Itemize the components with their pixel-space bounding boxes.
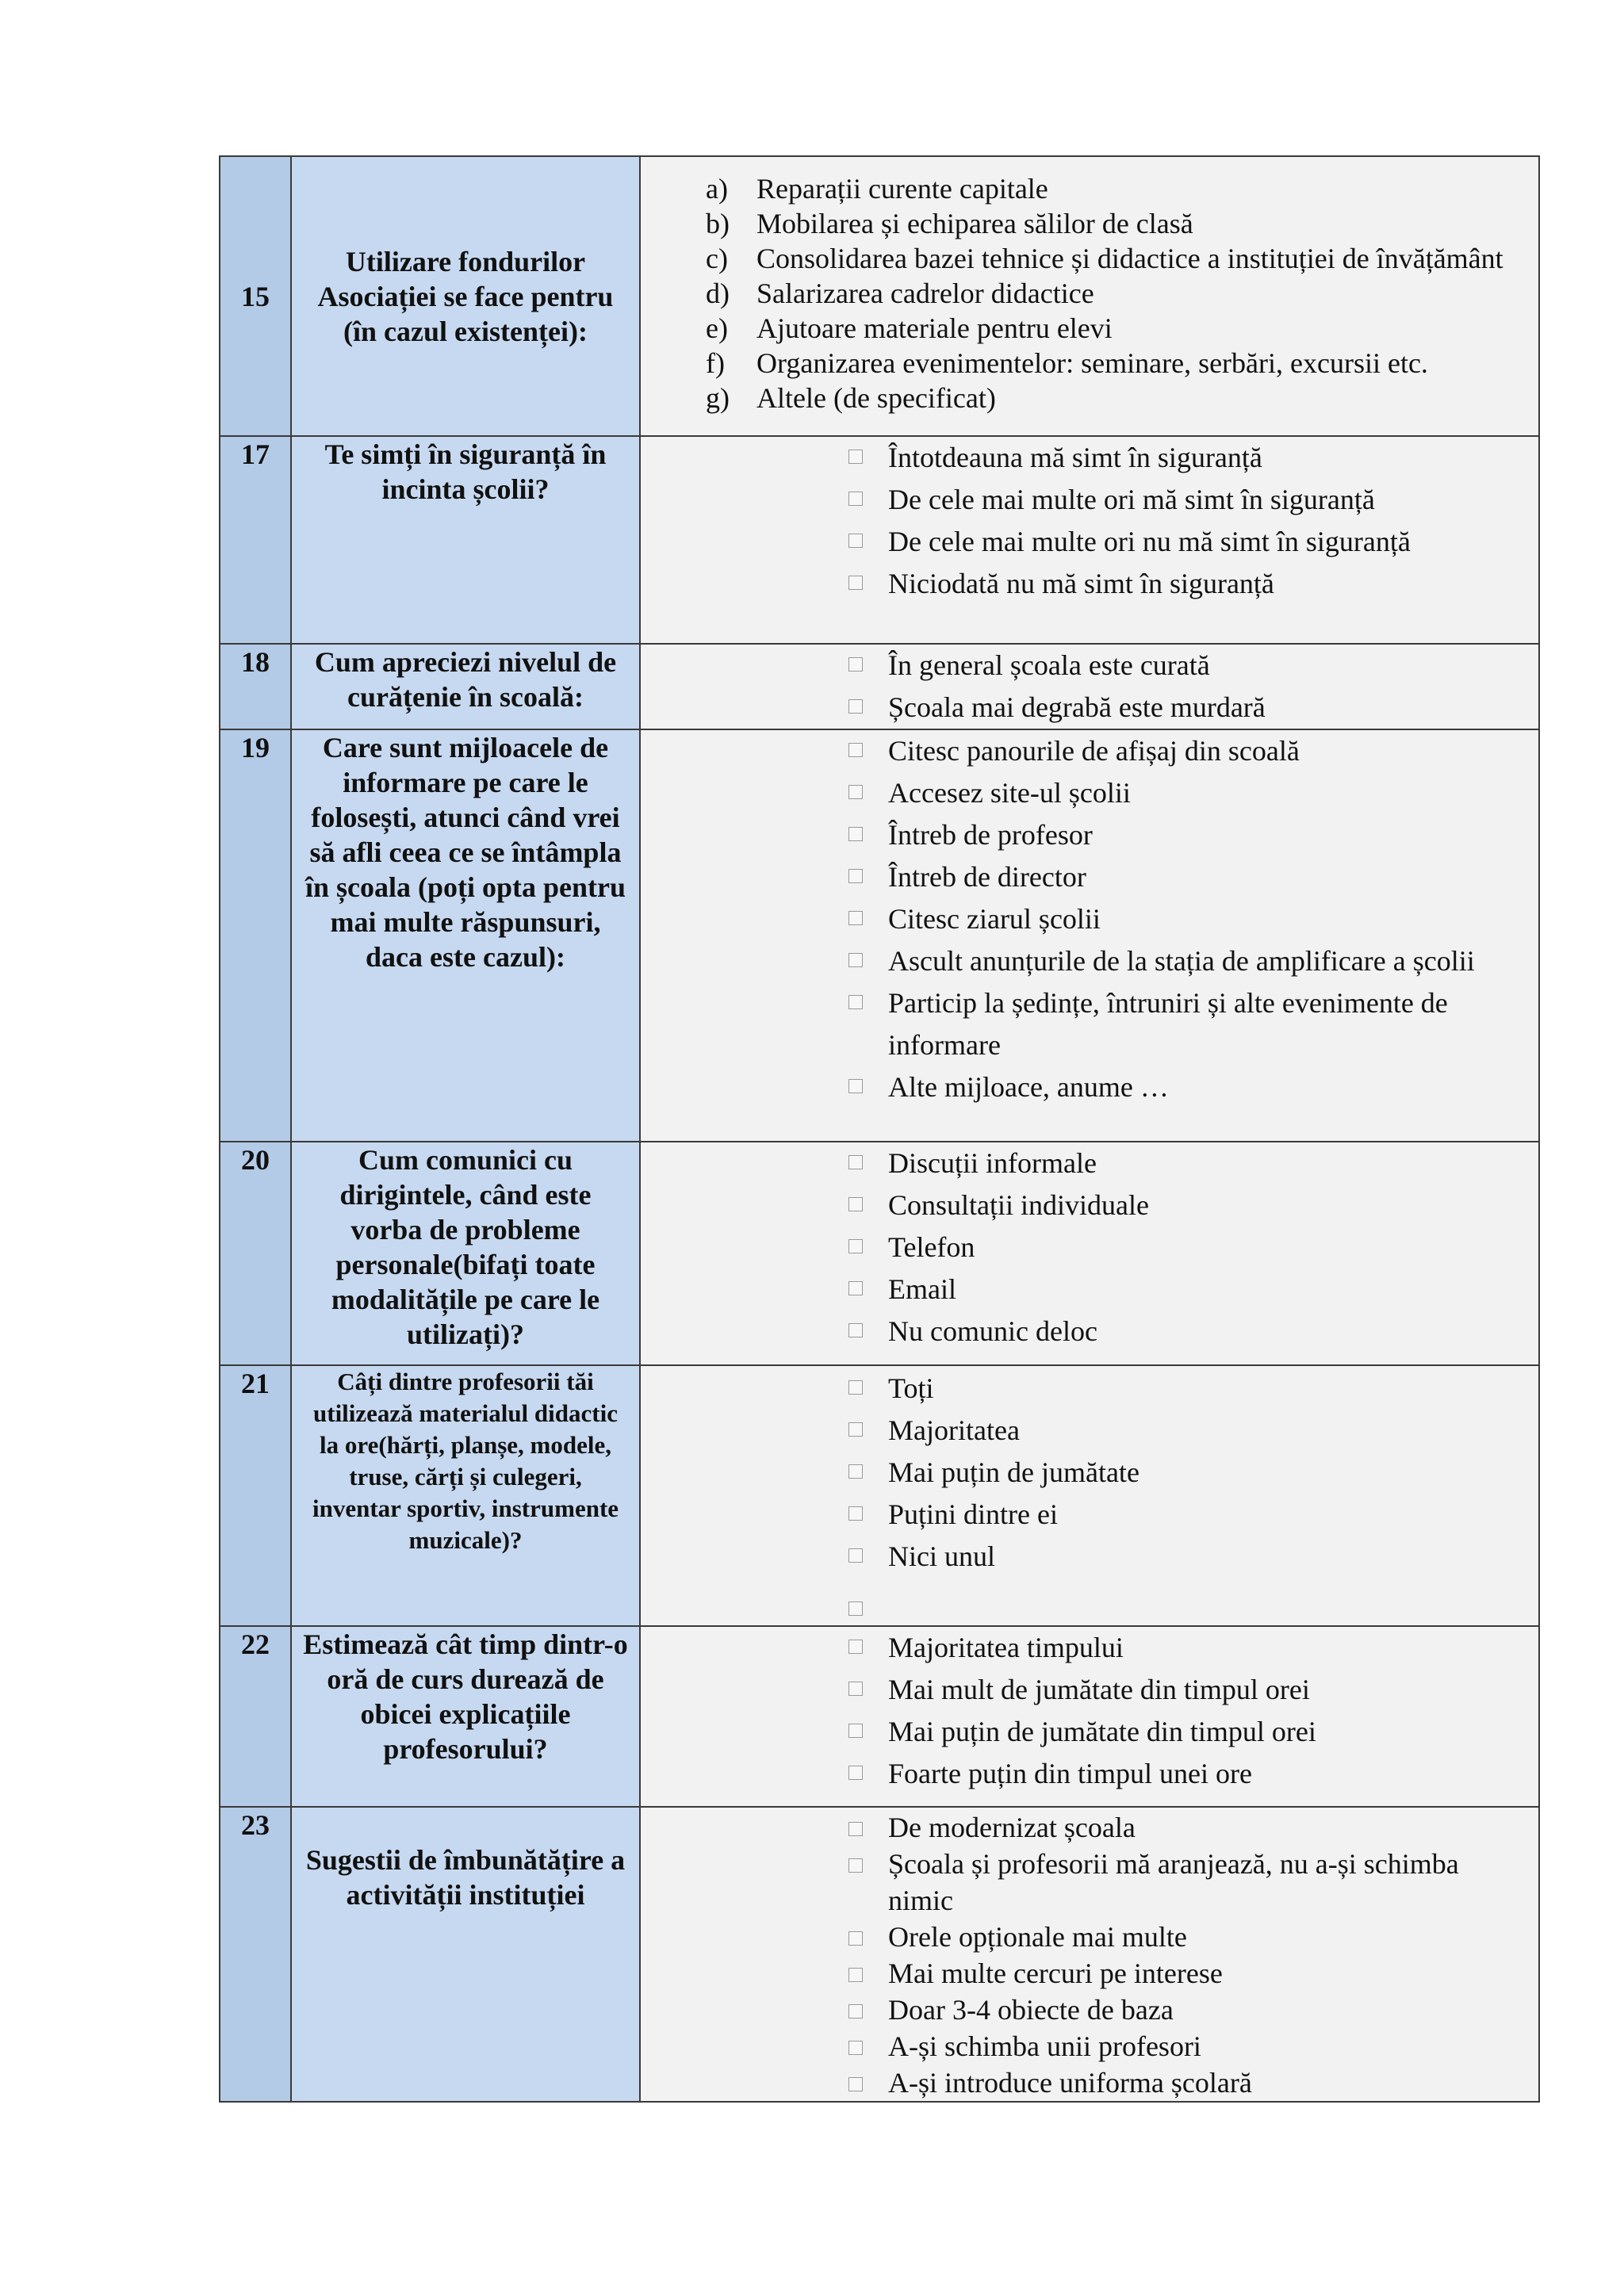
question-number: 15 xyxy=(220,156,291,436)
checkbox[interactable] xyxy=(848,1239,863,1253)
option-label: Mai multe cercuri pe interese xyxy=(888,1957,1223,1989)
checkbox[interactable] xyxy=(848,869,863,883)
option-item[interactable] xyxy=(641,1589,1538,1616)
option-marker: d) xyxy=(706,277,730,309)
option-item[interactable] xyxy=(641,1536,1538,1578)
checkbox[interactable] xyxy=(848,1079,863,1093)
checkbox[interactable] xyxy=(848,1601,863,1616)
option-label: Consultații individuale xyxy=(888,1189,1149,1221)
checkbox[interactable] xyxy=(848,743,863,757)
option-item[interactable] xyxy=(641,437,1538,479)
checkbox[interactable] xyxy=(848,1968,863,1982)
option-label: Întotdeauna mă simt în siguranță xyxy=(888,442,1262,473)
checkbox-option-list xyxy=(641,1142,1538,1353)
option-item[interactable] xyxy=(641,645,1538,687)
option-item xyxy=(641,241,1538,276)
checkbox[interactable] xyxy=(848,1858,863,1873)
option-label: Accesez site-ul școlii xyxy=(888,777,1131,809)
option-item[interactable] xyxy=(641,1269,1538,1311)
option-item[interactable] xyxy=(641,1809,1538,1846)
question-row-19 xyxy=(220,729,1539,1142)
option-item[interactable] xyxy=(641,1184,1538,1226)
option-label: Mai mult de jumătate din timpul orei xyxy=(888,1674,1310,1705)
checkbox[interactable] xyxy=(848,1548,863,1563)
checkbox[interactable] xyxy=(848,995,863,1009)
checkbox[interactable] xyxy=(848,911,863,925)
option-label: Discuții informale xyxy=(888,1147,1097,1179)
question-row-22 xyxy=(220,1626,1539,1807)
option-marker: c) xyxy=(706,243,728,274)
option-item[interactable] xyxy=(641,563,1538,605)
question-number: 23 xyxy=(220,1807,291,2102)
option-label: Alte mijloace, anume … xyxy=(888,1071,1169,1103)
checkbox[interactable] xyxy=(848,576,863,590)
checkbox-option-list xyxy=(641,730,1538,1108)
option-label: Nu comunic deloc xyxy=(888,1315,1097,1347)
option-item[interactable] xyxy=(641,1368,1538,1410)
checkbox[interactable] xyxy=(848,1197,863,1211)
option-item[interactable] xyxy=(641,521,1538,563)
option-label: Email xyxy=(888,1273,956,1305)
option-label: Organizarea evenimentelor: seminare, serbări, excursii etc. xyxy=(756,347,1428,379)
checkbox[interactable] xyxy=(848,1640,863,1654)
checkbox-option-list xyxy=(641,1627,1538,1795)
question-text: Sugestii de îmbunătățire a activității instituției xyxy=(291,1807,640,2102)
option-label: Altele (de specificat) xyxy=(756,382,996,414)
option-label: Salarizarea cadrelor didactice xyxy=(756,277,1094,309)
option-marker: f) xyxy=(706,347,725,379)
checkbox[interactable] xyxy=(848,450,863,464)
checkbox[interactable] xyxy=(848,1422,863,1437)
question-number: 21 xyxy=(220,1365,291,1626)
option-item[interactable] xyxy=(641,814,1538,856)
option-label xyxy=(888,1589,1522,1616)
question-row-18 xyxy=(220,644,1539,729)
option-label: Ajutoare materiale pentru elevi xyxy=(756,312,1113,344)
option-label: Orele opționale mai multe xyxy=(888,1921,1187,1953)
question-text: Te simți în siguranță în incinta școlii? xyxy=(291,436,640,644)
option-item[interactable] xyxy=(641,730,1538,772)
checkbox[interactable] xyxy=(848,1380,863,1395)
option-item xyxy=(641,311,1538,346)
question-row-21 xyxy=(220,1365,1539,1626)
checkbox[interactable] xyxy=(848,1281,863,1295)
survey-table xyxy=(219,155,1540,2103)
checkbox[interactable] xyxy=(848,827,863,841)
option-item[interactable] xyxy=(641,1919,1538,1955)
checkbox[interactable] xyxy=(848,492,863,506)
checkbox[interactable] xyxy=(848,1682,863,1696)
option-label: Consolidarea bazei tehnice și didactice a instituției de învățământ xyxy=(756,243,1503,274)
question-row-20 xyxy=(220,1142,1539,1365)
option-label: Doar 3-4 obiecte de baza xyxy=(888,1994,1174,2026)
option-item[interactable] xyxy=(641,2064,1538,2101)
checkbox[interactable] xyxy=(848,785,863,799)
option-label: Telefon xyxy=(888,1231,975,1263)
option-label: Nici unul xyxy=(888,1540,995,1572)
option-item[interactable] xyxy=(641,1066,1538,1108)
option-item[interactable] xyxy=(641,856,1538,898)
option-marker: g) xyxy=(706,382,730,414)
option-item[interactable] xyxy=(641,687,1538,729)
question-row-15 xyxy=(220,156,1539,436)
options-cell xyxy=(640,1626,1539,1807)
checkbox[interactable] xyxy=(848,1506,863,1521)
option-label: Citesc panourile de afișaj din scoală xyxy=(888,735,1300,767)
checkbox-option-list xyxy=(641,1366,1538,1616)
option-label: Puțini dintre ei xyxy=(888,1498,1058,1530)
option-item xyxy=(641,206,1538,241)
checkbox[interactable] xyxy=(848,699,863,714)
option-item[interactable] xyxy=(641,940,1538,982)
option-item[interactable] xyxy=(641,1226,1538,1269)
option-label: Școala și profesorii mă aranjează, nu a-și schimba nimic xyxy=(888,1848,1459,1916)
options-cell xyxy=(640,1365,1539,1626)
checkbox[interactable] xyxy=(848,1323,863,1337)
option-item[interactable] xyxy=(641,1311,1538,1353)
option-item[interactable] xyxy=(641,898,1538,940)
option-item xyxy=(641,171,1538,206)
option-label: Școala mai degrabă este murdară xyxy=(888,691,1266,723)
option-item[interactable] xyxy=(641,1955,1538,1992)
option-item[interactable] xyxy=(641,479,1538,521)
question-number: 19 xyxy=(220,729,291,1142)
option-label: De modernizat școala xyxy=(888,1812,1136,1843)
option-label: Reparații curente capitale xyxy=(756,173,1048,205)
question-row-23 xyxy=(220,1807,1539,2102)
checkbox[interactable] xyxy=(848,1724,863,1738)
option-label: A-și introduce uniforma școlară xyxy=(888,2067,1252,2099)
option-marker: e) xyxy=(706,312,728,344)
option-item xyxy=(641,276,1538,311)
option-item[interactable] xyxy=(641,2028,1538,2064)
question-number: 20 xyxy=(220,1142,291,1365)
question-number: 22 xyxy=(220,1626,291,1807)
option-item[interactable] xyxy=(641,1846,1538,1919)
option-item[interactable] xyxy=(641,1452,1538,1494)
option-marker: b) xyxy=(706,208,730,239)
option-item[interactable] xyxy=(641,1711,1538,1753)
option-item[interactable] xyxy=(641,1494,1538,1536)
option-label: Întreb de profesor xyxy=(888,819,1093,851)
question-number: 18 xyxy=(220,644,291,729)
question-text: Cum apreciezi nivelul de curățenie în scoală: xyxy=(291,644,640,729)
option-label: Niciodată nu mă simt în siguranță xyxy=(888,568,1274,599)
option-item[interactable] xyxy=(641,772,1538,814)
options-cell xyxy=(640,1807,1539,2102)
options-cell xyxy=(640,729,1539,1142)
option-item[interactable] xyxy=(641,1142,1538,1184)
option-label: Ascult anunțurile de la stația de amplificare a școlii xyxy=(888,945,1475,977)
checkbox-option-list xyxy=(641,437,1538,605)
options-cell xyxy=(640,156,1539,436)
question-text: Cum comunici cu dirigintele, când este vorba de probleme personale(bifați toate modalitățile pe care le utilizați)? xyxy=(291,1142,640,1365)
question-text: Estimează cât timp dintr-o oră de curs durează de obicei explicațiile profesorului? xyxy=(291,1626,640,1807)
option-label: Foarte puțin din timpul unei ore xyxy=(888,1758,1252,1789)
option-label: Toți xyxy=(888,1372,934,1404)
option-item[interactable] xyxy=(641,982,1538,1066)
checkbox[interactable] xyxy=(848,534,863,548)
checkbox-option-list xyxy=(641,1808,1538,2101)
checkbox[interactable] xyxy=(848,2077,863,2091)
option-item xyxy=(641,381,1538,415)
checkbox-option-list xyxy=(641,645,1538,729)
option-item xyxy=(641,346,1538,381)
checkbox[interactable] xyxy=(848,1931,863,1946)
checkbox[interactable] xyxy=(848,1822,863,1836)
checkbox[interactable] xyxy=(848,1766,863,1780)
options-cell xyxy=(640,436,1539,644)
checkbox[interactable] xyxy=(848,953,863,967)
option-label: Particip la ședințe, întruniri și alte evenimente de informare xyxy=(888,987,1448,1061)
question-text: Câți dintre profesorii tăi utilizează materialul didactic la ore(hărți, planșe, modele, truse, cărți și culegeri, inventar sportiv, instrumente muzicale)? xyxy=(291,1365,640,1626)
lettered-option-list xyxy=(641,157,1538,415)
option-label: Mai puțin de jumătate xyxy=(888,1456,1139,1488)
option-label: De cele mai multe ori mă simt în siguranță xyxy=(888,484,1375,515)
option-label: Mai puțin de jumătate din timpul orei xyxy=(888,1716,1316,1747)
option-marker: a) xyxy=(706,173,728,205)
question-text: Care sunt mijloacele de informare pe care le folosești, atunci când vrei să afli ceea ce se întâmpla în școala (poți opta pentru mai multe răspunsuri, daca este cazul): xyxy=(291,729,640,1142)
options-cell xyxy=(640,644,1539,729)
option-label: Citesc ziarul școlii xyxy=(888,903,1101,935)
option-label: De cele mai multe ori nu mă simt în siguranță xyxy=(888,526,1411,557)
option-item[interactable] xyxy=(641,1669,1538,1711)
checkbox[interactable] xyxy=(848,1464,863,1479)
options-cell xyxy=(640,1142,1539,1365)
question-number: 17 xyxy=(220,436,291,644)
option-item[interactable] xyxy=(641,1410,1538,1452)
checkbox[interactable] xyxy=(848,2041,863,2055)
checkbox[interactable] xyxy=(848,2004,863,2019)
option-label: În general școala este curată xyxy=(888,649,1210,681)
question-text: Utilizare fondurilor Asociației se face pentru (în cazul existenței): xyxy=(291,156,640,436)
option-label: Majoritatea timpului xyxy=(888,1632,1124,1663)
option-item[interactable] xyxy=(641,1627,1538,1669)
checkbox[interactable] xyxy=(848,657,863,672)
option-label: Majoritatea xyxy=(888,1414,1020,1446)
checkbox[interactable] xyxy=(848,1155,863,1169)
option-label: Mobilarea și echiparea sălilor de clasă xyxy=(756,208,1193,239)
option-item[interactable] xyxy=(641,1992,1538,2028)
option-label: A-și schimba unii profesori xyxy=(888,2030,1201,2062)
option-label: Întreb de director xyxy=(888,861,1086,893)
question-row-17 xyxy=(220,436,1539,644)
option-item[interactable] xyxy=(641,1753,1538,1795)
